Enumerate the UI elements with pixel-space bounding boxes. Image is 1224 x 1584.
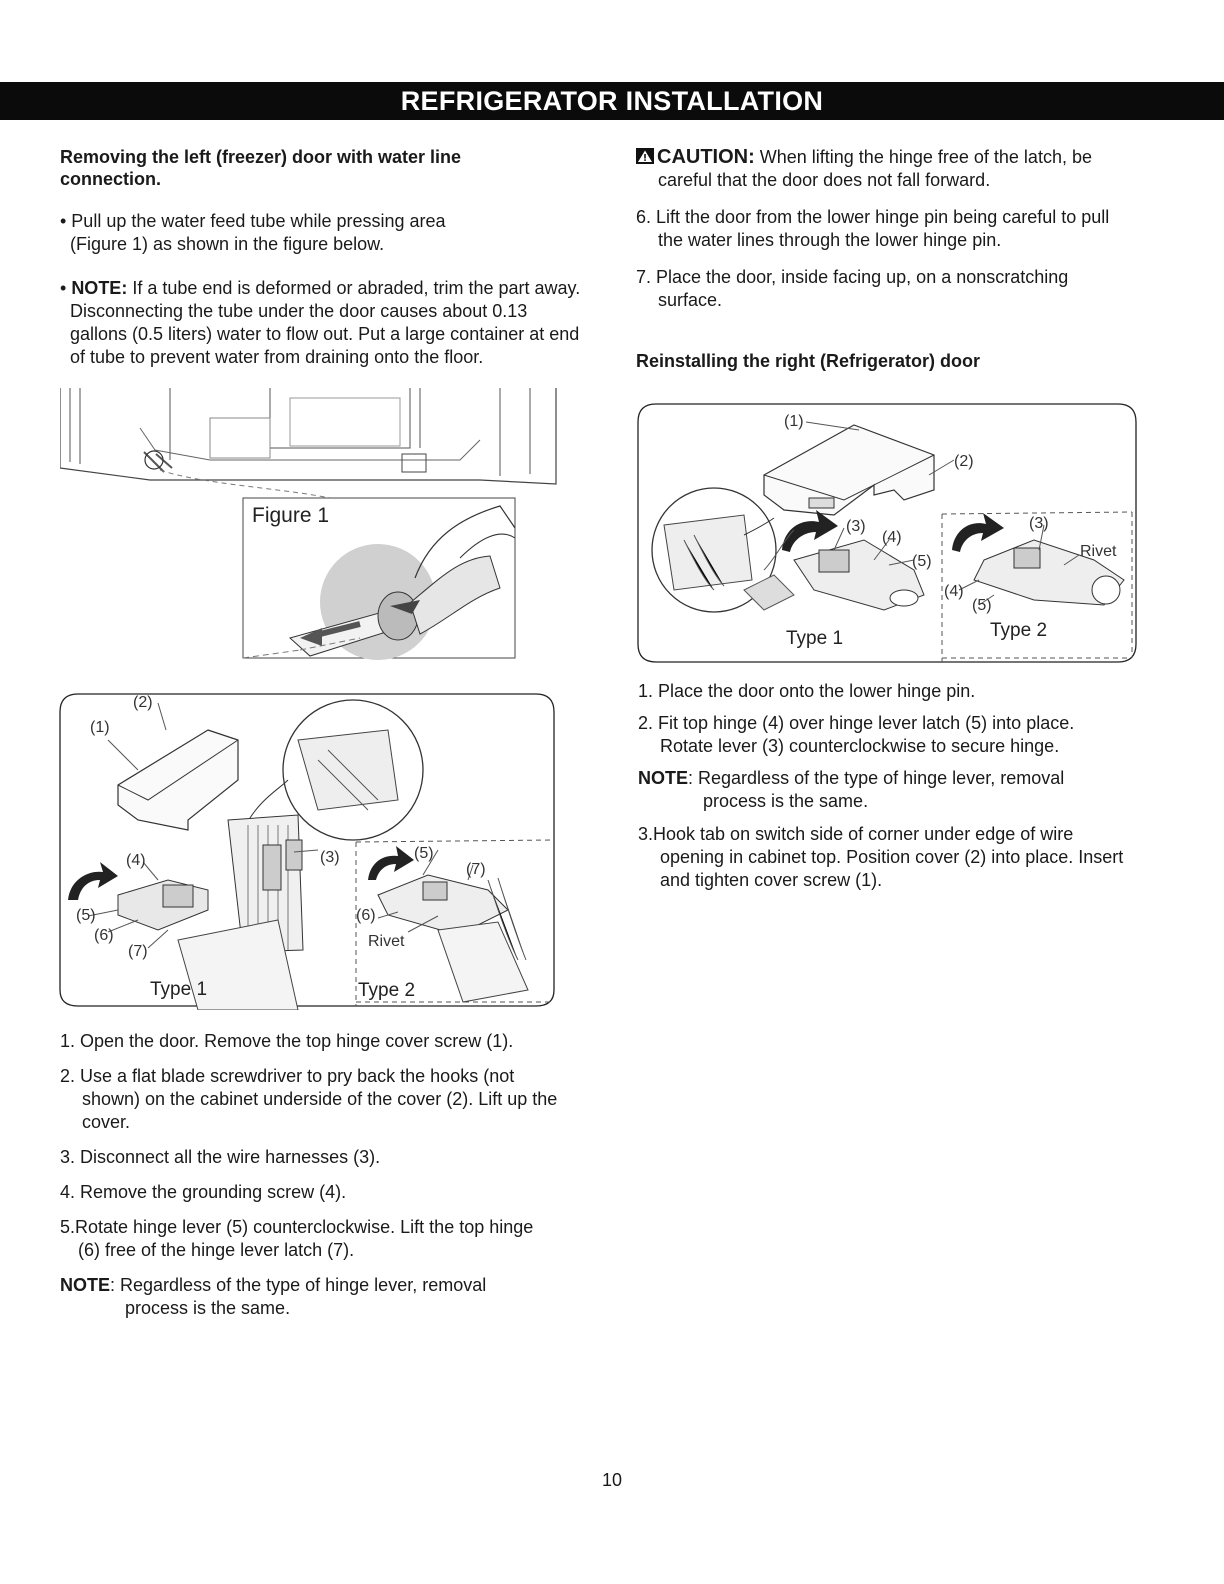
right-type1-label: Type 1 — [786, 628, 844, 649]
left-note-same-process — [60, 1274, 545, 1320]
right-type2-callout-3: (3) — [1029, 515, 1049, 532]
caution-label: CAUTION: — [657, 146, 755, 168]
right-callout-2: (2) — [954, 453, 974, 470]
left-callout-5: (5) — [76, 907, 96, 924]
page-banner-title: REFRIGERATOR INSTALLATION — [0, 82, 1224, 120]
caution-warning-icon — [636, 148, 654, 164]
note-label: NOTE: — [71, 278, 128, 298]
right-note-text: : Regardless of the type of hinge lever, removal process is the same. — [688, 768, 1065, 811]
left-step-1: 1. Open the door. Remove the top hinge cover screw (1). — [60, 1031, 514, 1051]
left-note2-text: : Regardless of the type of hinge lever, removal process is the same. — [110, 1275, 487, 1318]
right-step-1: 1. Place the door onto the lower hinge pin. — [638, 681, 976, 701]
left-note2-label: NOTE — [60, 1275, 111, 1295]
bullet-note: • NOTE: If a tube end is deformed or abraded, trim the part away. Disconnecting the tube under the door causes about 0.13 gallons (0.5 liters) water to flow out. Put a large container at end of tube to prevent water from draining onto the floor. — [60, 278, 581, 367]
right-steps — [638, 680, 1138, 892]
right-step-6: 6. Lift the door from the lower hinge pin being careful to pull the water lines through the lower hinge pin. — [636, 207, 1110, 250]
left-steps — [60, 1030, 580, 1320]
left-step-5: 5.Rotate hinge lever (5) counterclockwise. Lift the top hinge (6) free of the hinge lever latch (7). — [60, 1217, 534, 1260]
right-section-heading: Reinstalling the right (Refrigerator) door — [636, 351, 981, 371]
page-number: 10 — [601, 1470, 623, 1490]
left-step-3: 3. Disconnect all the wire harnesses (3). — [60, 1147, 381, 1167]
right-column — [636, 146, 1156, 372]
right-note-label: NOTE — [638, 768, 689, 788]
left-type2-callout-6: (6) — [356, 907, 376, 924]
right-callout-5: (5) — [912, 553, 932, 570]
right-step-3: 3.Hook tab on switch side of corner under edge of wire opening in cabinet top. Position cover (2) into place. Insert and tighten cover screw (1). — [638, 824, 1124, 890]
left-callout-2: (2) — [133, 694, 153, 711]
figure-1-label: Figure 1 — [252, 504, 330, 527]
left-type1-label: Type 1 — [150, 979, 208, 1000]
bullet-pull-tube: • Pull up the water feed tube while pressing area (Figure 1) as shown in the figure below. — [60, 211, 446, 254]
left-rivet-label: Rivet — [368, 933, 405, 950]
right-step-2: 2. Fit top hinge (4) over hinge lever latch (5) into place. Rotate lever (3) counterclockwise to secure hinge. — [638, 713, 1075, 756]
left-section-heading: Removing the left (freezer) door with water line connection. — [60, 147, 462, 189]
caution-block — [636, 146, 1136, 192]
left-type2-label: Type 2 — [358, 980, 416, 1001]
caution-text: When lifting the hinge free of the latch, be careful that the door does not fall forward. — [658, 147, 1092, 190]
left-type2-callout-7: (7) — [466, 861, 486, 878]
left-callout-3: (3) — [320, 849, 340, 866]
left-type2-callout-5: (5) — [414, 845, 434, 862]
right-callout-1: (1) — [784, 413, 804, 430]
right-type2-callout-4: (4) — [944, 583, 964, 600]
figure-1-water-line-illustration — [60, 388, 560, 660]
left-callout-6: (6) — [94, 927, 114, 944]
right-type2-label: Type 2 — [990, 620, 1048, 641]
right-callout-3: (3) — [846, 518, 866, 535]
left-callout-1: (1) — [90, 719, 110, 736]
left-door-hinge-illustration — [58, 690, 558, 1010]
right-step-7: 7. Place the door, inside facing up, on a nonscratching surface. — [636, 267, 1069, 310]
right-type2-callout-5: (5) — [972, 597, 992, 614]
note-text: If a tube end is deformed or abraded, trim the part away. Disconnecting the tube under the door causes about 0.13 gallons (0.5 liters) water to flow out. Put a large container at end of tube to prevent water from draining onto the floor. — [70, 278, 581, 367]
right-rivet-label: Rivet — [1080, 543, 1117, 560]
right-note-same-process — [638, 767, 1123, 813]
left-callout-4: (4) — [126, 852, 146, 869]
left-callout-7: (7) — [128, 943, 148, 960]
right-door-hinge-illustration — [634, 400, 1140, 666]
left-step-2: 2. Use a flat blade screwdriver to pry back the hooks (not shown) on the cabinet underside of the cover (2). Lift up the cover. — [60, 1066, 558, 1132]
right-callout-4: (4) — [882, 529, 902, 546]
left-column — [60, 146, 600, 369]
left-step-4: 4. Remove the grounding screw (4). — [60, 1182, 347, 1202]
